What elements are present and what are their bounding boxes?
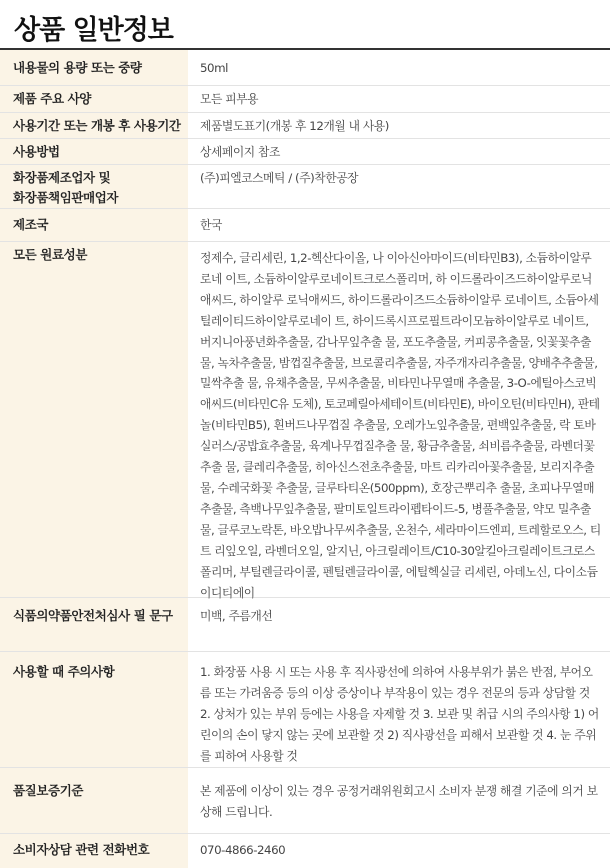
row-value: 50ml (200, 61, 228, 75)
row-label: 소비자상담 관련 전화번호 (0, 834, 188, 868)
product-info-table (0, 50, 610, 868)
row-label: 사용기간 또는 개봉 후 사용기간 (0, 113, 188, 138)
table-row (0, 139, 610, 165)
row-label: 내용물의 용량 또는 중량 (0, 50, 188, 85)
row-value: 정제수, 글리세린, 1,2-헥산다이올, 나 이아신아마이드(비타민B3), 소듐하이알루로네 이트, 소듐하이알루로네이트크로스폴리머, 하 이드롤라이즈드하이알루로닉애씨드, 하이알루 로닉애씨드, 하이드롤라이즈드소듐하이알루 로네이트, 소듐아세틸레이티드하이알루로네이 트, 하이드록시프로필트라이모늄하이알루로 네이트, 버지니아풍년화추출물, 감나무잎추출 물, 포도추출물, 커피콩추출물, 잇꽃꽃추출물, 녹차추출물, 밤껍질추출물, 브로콜리추출물, 자주개자리추출물, 양배추추출물, 밀싹추출 물, 유채추출물, 무씨추출물, 비타민나무열매 추출물, 3-O-에틸아스코빅애씨드(비타민C유 도체), 토코페릴아세테이트(비타민E), 바이오틴(비타민H), 판테놀(비타민B5), 흰버드나무껍질 추출물, 오레가노잎추출물, 편백잎추출물, 락 토바실러스/공밥효추출물, 육계나무껍질추출 물, 황금추출물, 쇠비름추출물, 라벤더꽃추출 물, 클레리추출물, 히아신스전초추출물, 마트 리카리아꽃추출물, 보리지추출물, 수레국화꽃 추출물, 글루타티온(500ppm), 호장근뿌리추 출물, 초피나무열매추출물, 측백나무잎추출물, 팔미토일트라이펩타이드-5, 병풀추출물, 약모 밀추출물, 글루코노락톤, 바오밥나무씨추출물, 온천수, 세라마이드엔피, 트레할로오스, 티트 리잎오일, 라벤더오일, 알지닌, 아크릴레이트/C10-30알킬아크릴레이트크로스폴리머, 부틸렌글라이콜, 펜틸렌글라이콜, 에틸헥실글 리세린, 아데노신, 다이소듐이디티에이 (200, 251, 601, 600)
row-value: 한국 (200, 218, 222, 232)
row-label (0, 165, 188, 208)
table-row (0, 834, 610, 868)
row-value: 모든 피부용 (200, 92, 259, 106)
row-label: 사용할 때 주의사항 (0, 652, 188, 767)
table-row (0, 86, 610, 113)
table-row (0, 768, 610, 834)
row-label: 식품의약품안전처심사 필 문구 (0, 598, 188, 651)
row-value: (주)피엘코스메틱 / (주)착한공장 (200, 171, 359, 185)
row-value: 1. 화장품 사용 시 또는 사용 후 직사광선에 의하여 사용부위가 붉은 반점, 부어오름 또는 가려움증 등의 이상 증상이나 부작용이 있는 경우 전문의 등과 상담할 것 2. 상처가 있는 부위 등에는 사용을 자제할 것 3. 보관 및 취급 시의 주의사항 1) 어린이의 손이 닿지 않는 곳에 보관할 것 2) 직사광선을 피해서 보관할 것 4. 눈 주위를 피하여 사용할 것 (200, 665, 599, 763)
table-row (0, 113, 610, 139)
table-row (0, 242, 610, 598)
row-value: 제품별도표기(개봉 후 12개월 내 사용) (200, 119, 389, 133)
row-label: 제조국 (0, 209, 188, 241)
table-row (0, 598, 610, 652)
table-row (0, 165, 610, 209)
table-row (0, 209, 610, 242)
row-label: 제품 주요 사양 (0, 86, 188, 112)
row-label-line: 화장품제조업자 및 (13, 170, 111, 185)
row-label: 품질보증기준 (0, 768, 188, 833)
row-label: 모든 원료성분 (0, 242, 188, 597)
row-label-line: 화장품책임판매업자 (13, 190, 119, 205)
table-row (0, 652, 610, 768)
row-value: 본 제품에 이상이 있는 경우 공정거래위원회고시 소비자 분쟁 해결 기준에 의거 보상해 드립니다. (200, 784, 598, 819)
row-value: 070-4866-2460 (200, 843, 286, 857)
row-value: 미백, 주름개선 (200, 609, 273, 623)
row-value: 상세페이지 참조 (200, 145, 280, 159)
table-row (0, 50, 610, 86)
row-label: 사용방법 (0, 139, 188, 164)
page-title: 상품 일반정보 (0, 0, 610, 50)
